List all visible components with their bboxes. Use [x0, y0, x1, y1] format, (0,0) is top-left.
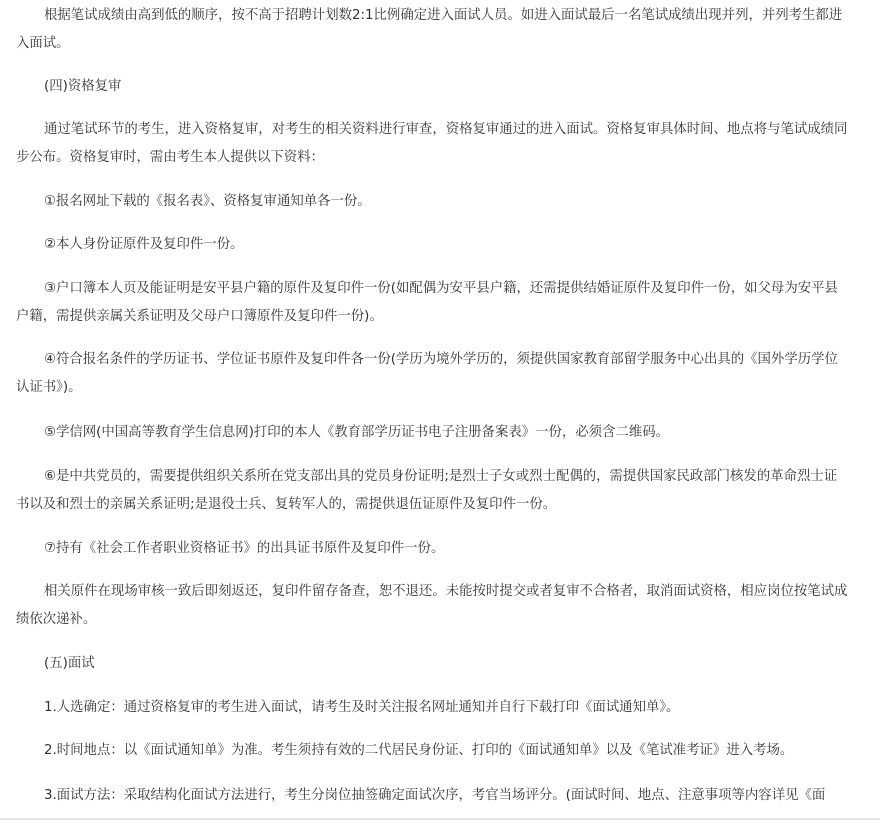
list-item-party-member-proof: ⑥是中共党员的，需要提供组织关系所在党支部出具的党员身份证明;是烈士子女或烈士配偶的，需提供国家民政部门核发的革命烈士证书以及和烈士的亲属关系证明;是退役士兵、复转军人的，需提供退伍证原件及复印件一份。 — [16, 469, 838, 512]
paragraph-review-intro: 通过笔试环节的考生，进入资格复审，对考生的相关资料进行审查，资格复审通过的进入面试。资格复审具体时间、地点将与笔试成绩同步公布。资格复审时，需由考生本人提供以下资料： — [16, 122, 848, 165]
list-item-id-card: ②本人身份证原件及复印件一份。 — [44, 237, 244, 252]
paragraph-interview-ratio: 根据笔试成绩由高到低的顺序，按不高于招聘计划数2:1比例确定进入面试人员。如进入面试最后一名笔试成绩出现并列，并列考生都进入面试。 — [16, 8, 843, 51]
paragraph-interview-method: 3.面试方法：采取结构化面试方法进行，考生分岗位抽签确定面试次序，考官当场评分。(面试时间、地点、注意事项等内容详见《面 — [44, 788, 826, 803]
paragraph-time-location: 2.时间地点：以《面试通知单》为准。考生须持有效的二代居民身份证、打印的《面试通知单》以及《笔试准考证》进入考场。 — [44, 743, 794, 758]
section-heading-qualification-review: (四)资格复审 — [44, 79, 122, 94]
list-item-degree-certificates: ④符合报名条件的学历证书、学位证书原件及复印件各一份(学历为境外学历的，须提供国家教育部留学服务中心出具的《国外学历学位认证书》)。 — [16, 352, 838, 395]
list-item-social-worker-certificate: ⑦持有《社会工作者职业资格证书》的出具证书原件及复印件一份。 — [44, 541, 445, 556]
list-item-registration-form: ①报名网址下载的《报名表》、资格复审通知单各一份。 — [44, 194, 371, 209]
list-item-chsi-record: ⑤学信网(中国高等教育学生信息网)打印的本人《教育部学历证书电子注册备案表》一份，必须含二维码。 — [44, 425, 670, 440]
paragraph-originals-returned: 相关原件在现场审核一致后即刻返还，复印件留存备查，恕不退还。未能按时提交或者复审不合格者，取消面试资格，相应岗位按笔试成绩依次递补。 — [16, 584, 848, 627]
section-heading-interview: (五)面试 — [44, 656, 95, 671]
paragraph-candidate-selection: 1.人选确定：通过资格复审的考生进入面试，请考生及时关注报名网址通知并自行下载打印《面试通知单》。 — [44, 700, 680, 715]
list-item-household-register: ③户口簿本人页及能证明是安平县户籍的原件及复印件一份(如配偶为安平县户籍，还需提供结婚证原件及复印件一份，如父母为安平县户籍，需提供亲属关系证明及父母户口簿原件及复印件一份)。 — [16, 281, 838, 324]
